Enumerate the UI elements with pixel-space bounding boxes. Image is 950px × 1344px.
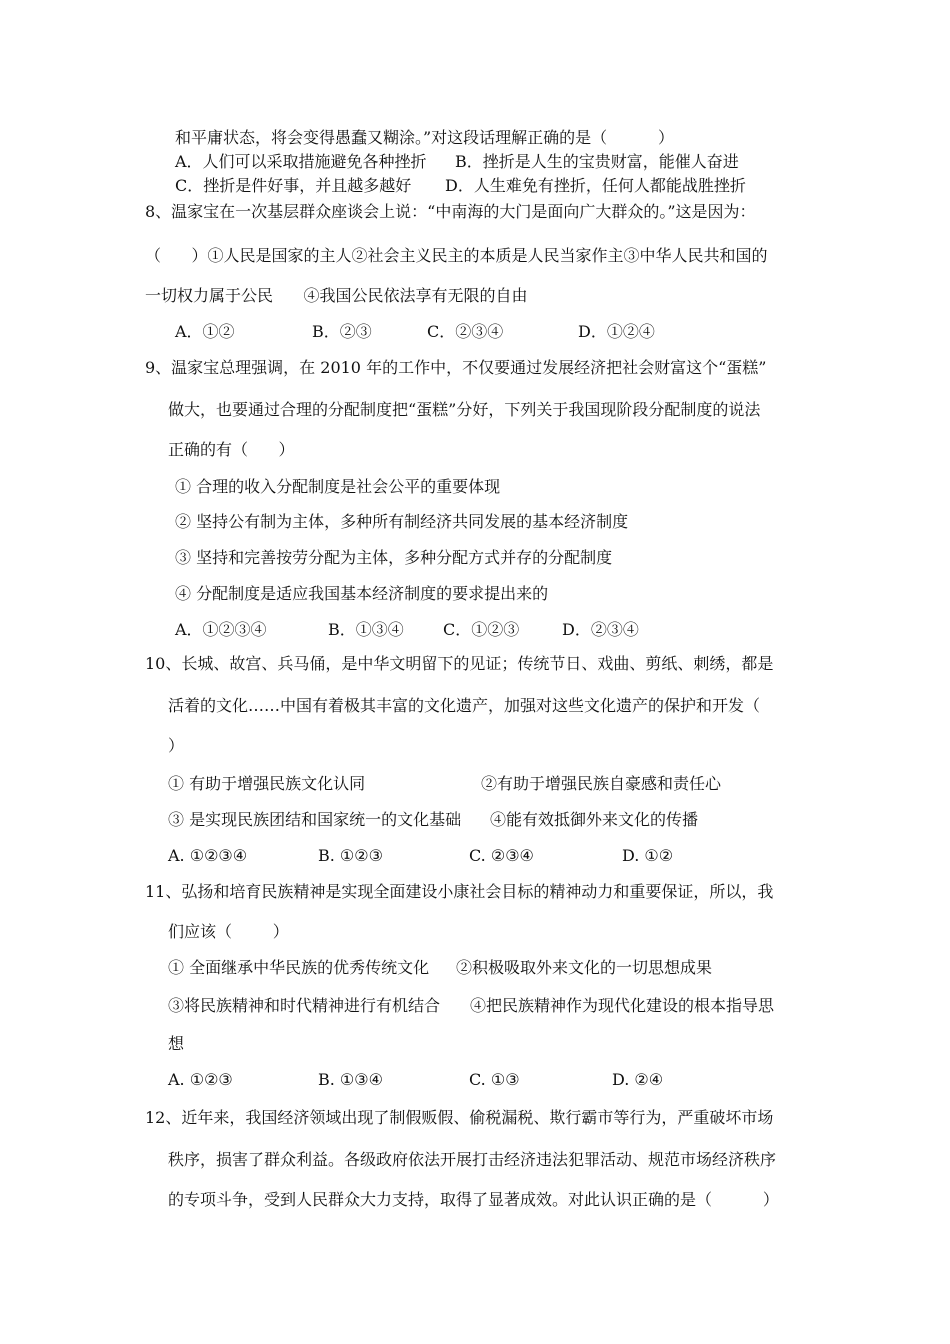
q10-item-3: ③ 是实现民族团结和国家统一的文化基础: [168, 810, 462, 829]
q11-item-2: ②积极吸取外来文化的一切思想成果: [456, 958, 713, 977]
q11-option-b: B. ①③④: [318, 1070, 383, 1089]
q11-stem-line-2: 们应该（ ）: [168, 922, 289, 941]
q7-stem-line: 和平庸状态，将会变得愚蠢又糊涂。”对这段话理解正确的是（ ）: [175, 128, 675, 147]
q10-item-4: ④能有效抵御外来文化的传播: [490, 810, 699, 829]
q8-stem-line-3: 一切权力属于公民 ④我国公民依法享有无限的自由: [145, 286, 528, 305]
q8-stem-line-2: （ ）①人民是国家的主人②社会主义民主的本质是人民当家作主③中华人民共和国的: [145, 246, 768, 265]
q9-item-2: ② 坚持公有制为主体，多种所有制经济共同发展的基本经济制度: [175, 512, 629, 531]
q8-option-a: A．①②: [175, 322, 235, 341]
q10-stem-line-1: 10、长城、故宫、兵马俑，是中华文明留下的见证；传统节日、戏曲、剪纸、刺绣，都是: [145, 654, 774, 673]
q11-option-a: A. ①②③: [168, 1070, 233, 1089]
q11-option-d: D. ②④: [612, 1070, 664, 1089]
q8-option-d: D．①②④: [578, 322, 655, 341]
q9-option-b: B．①③④: [328, 620, 404, 639]
q11-stem-line-1: 11、弘扬和培育民族精神是实现全面建设小康社会目标的精神动力和重要保证，所以，我: [145, 882, 774, 901]
q9-item-1: ① 合理的收入分配制度是社会公平的重要体现: [175, 477, 501, 496]
q9-stem-line-1: 9、温家宝总理强调，在 2010 年的工作中，不仅要通过发展经济把社会财富这个“蛋糕”: [145, 358, 767, 377]
q10-item-2: ②有助于增强民族自豪感和责任心: [481, 774, 722, 793]
q9-option-d: D．②③④: [562, 620, 639, 639]
q7-option-d: D．人生难免有挫折，任何人都能战胜挫折: [445, 176, 746, 195]
q9-stem-line-2: 做大，也要通过合理的分配制度把“蛋糕”分好，下列关于我国现阶段分配制度的说法: [168, 400, 761, 419]
q12-stem-line-3: 的专项斗争，受到人民群众大力支持，取得了显著成效。对此认识正确的是（ ）: [168, 1190, 779, 1209]
q9-stem-line-3: 正确的有（ ）: [168, 440, 295, 459]
q10-item-1: ① 有助于增强民族文化认同: [168, 774, 366, 793]
q8-option-b: B．②③: [312, 322, 372, 341]
q7-option-b: B．挫折是人生的宝贵财富，能催人奋进: [455, 152, 739, 171]
q10-option-d: D. ①②: [622, 846, 674, 865]
q9-option-a: A．①②③④: [175, 620, 267, 639]
q9-item-3: ③ 坚持和完善按劳分配为主体，多种分配方式并存的分配制度: [175, 548, 613, 567]
q10-stem-line-3: ）: [168, 736, 185, 755]
q11-item-4-continued: 想: [168, 1034, 185, 1053]
q7-option-a: A．人们可以采取措施避免各种挫折: [175, 152, 427, 171]
q11-item-3: ③将民族精神和时代精神进行有机结合: [168, 996, 441, 1015]
q12-stem-line-2: 秩序，损害了群众利益。各级政府依法开展打击经济违法犯罪活动、规范市场经济秩序: [168, 1150, 777, 1169]
q10-option-b: B. ①②③: [318, 846, 383, 865]
q8-stem-line-1: 8、温家宝在一次基层群众座谈会上说：“中南海的大门是面向广大群众的。”这是因为：: [145, 202, 756, 221]
q12-stem-line-1: 12、近年来，我国经济领域出现了制假贩假、偷税漏税、欺行霸市等行为，严重破坏市场: [145, 1108, 774, 1127]
q7-option-c: C．挫折是件好事，并且越多越好: [175, 176, 412, 195]
q11-option-c: C. ①③: [469, 1070, 520, 1089]
q10-option-c: C. ②③④: [469, 846, 534, 865]
q10-option-a: A. ①②③④: [168, 846, 248, 865]
q11-item-1: ① 全面继承中华民族的优秀传统文化: [168, 958, 430, 977]
q11-item-4: ④把民族精神作为现代化建设的根本指导思: [470, 996, 775, 1015]
q8-option-c: C．②③④: [427, 322, 504, 341]
q9-option-c: C．①②③: [443, 620, 520, 639]
q9-item-4: ④ 分配制度是适应我国基本经济制度的要求提出来的: [175, 584, 549, 603]
q10-stem-line-2: 活着的文化……中国有着极其丰富的文化遗产，加强对这些文化遗产的保护和开发（: [168, 696, 761, 715]
